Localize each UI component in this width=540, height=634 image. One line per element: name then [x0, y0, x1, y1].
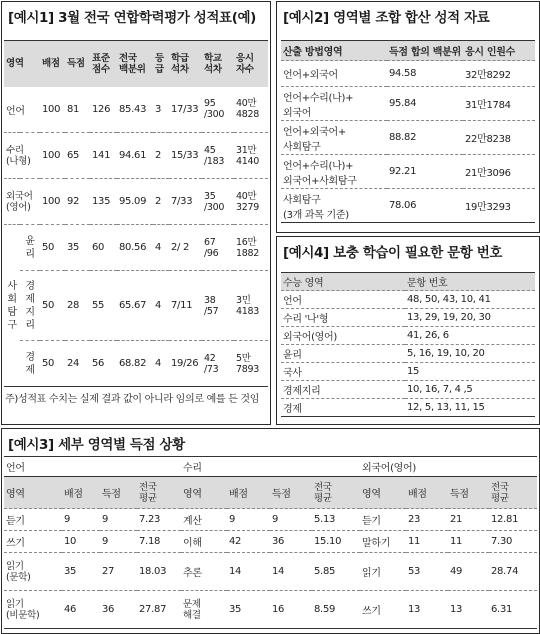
row-label: 외국어 (영어) — [4, 179, 40, 225]
table-cell: 19/26 — [169, 341, 202, 387]
group-header-english: 외국어(영어) — [362, 463, 417, 474]
table-cell: 41, 26, 6 — [405, 327, 535, 345]
example3-group-row — [4, 457, 537, 477]
table-cell: 경제지리 — [281, 381, 405, 399]
col-header: 배점 — [62, 477, 100, 509]
table-cell: 53 — [406, 553, 448, 591]
table-cell: 27.87 — [137, 591, 181, 629]
table-cell: 36 — [100, 591, 137, 629]
table-row — [4, 271, 268, 341]
table-cell: 외국어(영어) — [281, 327, 405, 345]
table-cell: 9 — [227, 509, 270, 531]
table-cell: 27 — [100, 553, 137, 591]
table-cell: 21만3096 — [463, 155, 535, 189]
table-cell: 언어 — [281, 291, 405, 309]
col-header: 득점 — [100, 477, 137, 509]
col-header: 배점 — [227, 477, 270, 509]
table-cell: 8.59 — [312, 591, 360, 629]
col-header: 전국 평균 — [489, 477, 537, 509]
table-cell: 50 — [40, 341, 65, 387]
table-cell: 78.06 — [387, 189, 463, 223]
table-cell: 94.58 — [387, 61, 463, 87]
table-cell: 56 — [90, 341, 117, 387]
table-row — [4, 179, 268, 225]
table-row — [4, 553, 537, 591]
col-header: 배점 — [406, 477, 448, 509]
table-cell: 95.09 — [117, 179, 153, 225]
table-cell: 40만 4828 — [234, 87, 268, 133]
table-cell: 9 — [100, 531, 137, 553]
row-label: 윤 리 — [20, 225, 40, 271]
table-cell: 22만8238 — [463, 121, 535, 155]
table-cell: 5만 7893 — [234, 341, 268, 387]
table-cell: 35 — [227, 591, 270, 629]
table-row — [4, 531, 537, 553]
table-cell: 7/11 — [169, 271, 202, 341]
table-cell: 100 — [40, 133, 65, 179]
table-row — [4, 87, 268, 133]
table-cell: 읽기 — [360, 553, 406, 591]
table-cell: 35 — [62, 553, 100, 591]
table-cell: 16만 1882 — [234, 225, 268, 271]
table-cell: 31만 4140 — [234, 133, 268, 179]
table-cell: 100 — [40, 179, 65, 225]
table-cell: 40만 3279 — [234, 179, 268, 225]
table-row — [281, 87, 535, 121]
table-cell: 49 — [448, 553, 489, 591]
table-cell: 24 — [65, 341, 90, 387]
table-cell: 14 — [227, 553, 270, 591]
col-header: 전국 평균 — [137, 477, 181, 509]
col-header: 배점 — [42, 58, 60, 70]
table-cell: 읽기 (문학) — [4, 553, 62, 591]
table-cell: 95.84 — [387, 87, 463, 121]
table-row — [281, 121, 535, 155]
table-cell: 13, 29, 19, 20, 30 — [405, 309, 535, 327]
table-cell: 100 — [40, 87, 65, 133]
col-header: 득점 — [270, 477, 312, 509]
example3-header-row — [4, 477, 537, 509]
table-cell: 95 /300 — [202, 87, 234, 133]
table-cell: 4 — [153, 271, 169, 341]
table-cell: 11 — [448, 531, 489, 553]
table-cell: 언어+외국어+ 사회탐구 — [281, 121, 387, 155]
table-cell: 55 — [90, 271, 117, 341]
table-cell: 19만3293 — [463, 189, 535, 223]
table-cell: 16 — [270, 591, 312, 629]
table-cell: 5.85 — [312, 553, 360, 591]
col-header: 응시 인원수 — [463, 41, 535, 61]
table-cell: 말하기 — [360, 531, 406, 553]
table-cell: 4 — [153, 225, 169, 271]
table-cell: 80.56 — [117, 225, 153, 271]
table-cell: 13 — [406, 591, 448, 629]
table-row — [281, 189, 535, 223]
example1-title: [예시1] 3월 전국 연합학력평가 성적표(예) — [8, 10, 256, 26]
table-cell: 듣기 — [4, 509, 62, 531]
table-cell: 11 — [406, 531, 448, 553]
table-row — [281, 399, 535, 417]
col-header: 문항 번호 — [405, 273, 535, 291]
table-cell: 이해 — [181, 531, 227, 553]
table-row — [4, 341, 268, 387]
table-cell: 쓰기 — [360, 591, 406, 629]
table-cell: 65.67 — [117, 271, 153, 341]
table-cell: 추론 — [181, 553, 227, 591]
table-cell: 28.74 — [489, 553, 537, 591]
table-cell: 50 — [40, 271, 65, 341]
table-row — [281, 155, 535, 189]
table-cell: 2/ 2 — [169, 225, 202, 271]
table-cell: 언어+수리(나)+ 외국어+사회탐구 — [281, 155, 387, 189]
group-header-math: 수리 — [183, 463, 202, 474]
social-studies-group-label: 사 회 탐 구 — [4, 225, 20, 387]
table-row — [281, 345, 535, 363]
table-cell: 50 — [40, 225, 65, 271]
table-cell: 문제 해결 — [181, 591, 227, 629]
col-header: 응시 자수 — [236, 52, 254, 75]
table-cell: 7/33 — [169, 179, 202, 225]
table-cell: 23 — [406, 509, 448, 531]
table-cell: 60 — [90, 225, 117, 271]
row-label: 언어 — [4, 87, 40, 133]
table-cell: 88.82 — [387, 121, 463, 155]
table-row — [281, 363, 535, 381]
col-header: 수능 영역 — [281, 273, 405, 291]
table-cell: 94.61 — [117, 133, 153, 179]
table-cell: 12.81 — [489, 509, 537, 531]
example1-panel — [1, 1, 271, 425]
table-cell: 계산 — [181, 509, 227, 531]
group-header-language: 언어 — [6, 463, 25, 474]
col-header: 득점 — [67, 58, 85, 70]
table-row — [281, 381, 535, 399]
table-cell: 135 — [90, 179, 117, 225]
table-cell: 언어+외국어 — [281, 61, 387, 87]
example4-panel — [276, 236, 540, 425]
example1-footnote: 주)성적표 수치는 실제 결과 값이 아니라 임의로 예를 든 것임 — [5, 394, 260, 405]
row-label: 경 제 지 리 — [20, 271, 40, 341]
table-cell: 쓰기 — [4, 531, 62, 553]
table-cell: 9 — [62, 509, 100, 531]
table-cell: 32만8292 — [463, 61, 535, 87]
table-cell: 듣기 — [360, 509, 406, 531]
table-cell: 28 — [65, 271, 90, 341]
example2-header-row — [281, 41, 535, 61]
table-cell: 7.23 — [137, 509, 181, 531]
example3-title: [예시3] 세부 영역별 득점 상황 — [8, 437, 185, 453]
table-cell: 2 — [153, 133, 169, 179]
table-cell: 10 — [62, 531, 100, 553]
table-cell: 윤리 — [281, 345, 405, 363]
table-row — [281, 309, 535, 327]
table-cell: 언어+수리(나)+ 외국어 — [281, 87, 387, 121]
table-cell: 15.10 — [312, 531, 360, 553]
col-header: 학교 석차 — [204, 52, 222, 75]
table-cell: 국사 — [281, 363, 405, 381]
table-cell: 31만1784 — [463, 87, 535, 121]
table-cell: 92.21 — [387, 155, 463, 189]
table-row — [281, 327, 535, 345]
table-cell: 2 — [153, 179, 169, 225]
table-cell: 5, 16, 19, 10, 20 — [405, 345, 535, 363]
table-cell: 13 — [448, 591, 489, 629]
table-cell: 68.82 — [117, 341, 153, 387]
table-cell: 5.13 — [312, 509, 360, 531]
col-header: 영역 — [6, 58, 24, 70]
table-row — [281, 291, 535, 309]
detailed-score-table — [4, 456, 537, 629]
table-cell: 6.31 — [489, 591, 537, 629]
col-header: 전국 평균 — [312, 477, 360, 509]
table-cell: 42 /73 — [202, 341, 234, 387]
table-row — [4, 509, 537, 531]
table-cell: 7.30 — [489, 531, 537, 553]
table-cell: 수리 '나'형 — [281, 309, 405, 327]
table-cell: 읽기 (비문학) — [4, 591, 62, 629]
table-cell: 사회탐구 (3개 과목 기준) — [281, 189, 387, 223]
col-header: 표준 점수 — [92, 52, 110, 75]
table-cell: 126 — [90, 87, 117, 133]
col-header: 영역 — [360, 477, 406, 509]
table-cell: 35 /300 — [202, 179, 234, 225]
col-header: 전국 백분위 — [119, 52, 146, 75]
table-cell: 3 — [153, 87, 169, 133]
table-cell: 42 — [227, 531, 270, 553]
table-cell: 9 — [270, 509, 312, 531]
table-cell: 141 — [90, 133, 117, 179]
row-label: 경 제 — [20, 341, 40, 387]
table-cell: 9 — [100, 509, 137, 531]
col-header: 영역 — [4, 477, 62, 509]
table-cell: 21 — [448, 509, 489, 531]
col-header: 영역 — [181, 477, 227, 509]
table-cell: 92 — [65, 179, 90, 225]
col-header: 득점 — [448, 477, 489, 509]
score-report-table — [4, 40, 268, 387]
combined-score-table — [281, 40, 535, 223]
table-cell: 15 — [405, 363, 535, 381]
table-cell: 81 — [65, 87, 90, 133]
col-header: 득점 합의 백분위 — [387, 41, 463, 61]
row-label: 수리 (나형) — [4, 133, 40, 179]
example2-panel — [276, 1, 540, 233]
table-cell: 36 — [270, 531, 312, 553]
table-cell: 18.03 — [137, 553, 181, 591]
table-cell: 48, 50, 43, 10, 41 — [405, 291, 535, 309]
table-cell: 45 /183 — [202, 133, 234, 179]
table-cell: 35 — [65, 225, 90, 271]
example1-header-row — [4, 41, 268, 87]
table-cell: 15/33 — [169, 133, 202, 179]
table-cell: 12, 5, 13, 11, 15 — [405, 399, 535, 417]
table-cell: 10, 16, 7, 4 ,5 — [405, 381, 535, 399]
table-row — [281, 61, 535, 87]
col-header: 학급 석차 — [171, 52, 189, 75]
example2-title: [예시2] 영역별 조합 합산 성적 자료 — [283, 10, 490, 26]
table-cell: 17/33 — [169, 87, 202, 133]
table-cell: 38 /57 — [202, 271, 234, 341]
table-cell: 46 — [62, 591, 100, 629]
table-cell: 14 — [270, 553, 312, 591]
review-items-table — [281, 272, 535, 417]
col-header: 산출 방법영역 — [281, 41, 387, 61]
col-header: 등 급 — [155, 52, 164, 75]
table-cell: 85.43 — [117, 87, 153, 133]
table-row — [4, 133, 268, 179]
example4-header-row — [281, 273, 535, 291]
table-cell: 4 — [153, 341, 169, 387]
table-cell: 경제 — [281, 399, 405, 417]
example3-panel — [1, 428, 540, 634]
table-cell: 7.18 — [137, 531, 181, 553]
example4-title: [예시4] 보충 학습이 필요한 문항 번호 — [283, 245, 503, 261]
table-row — [4, 225, 268, 271]
table-row — [4, 591, 537, 629]
table-cell: 3민 4183 — [234, 271, 268, 341]
table-cell: 67 /96 — [202, 225, 234, 271]
table-cell: 65 — [65, 133, 90, 179]
